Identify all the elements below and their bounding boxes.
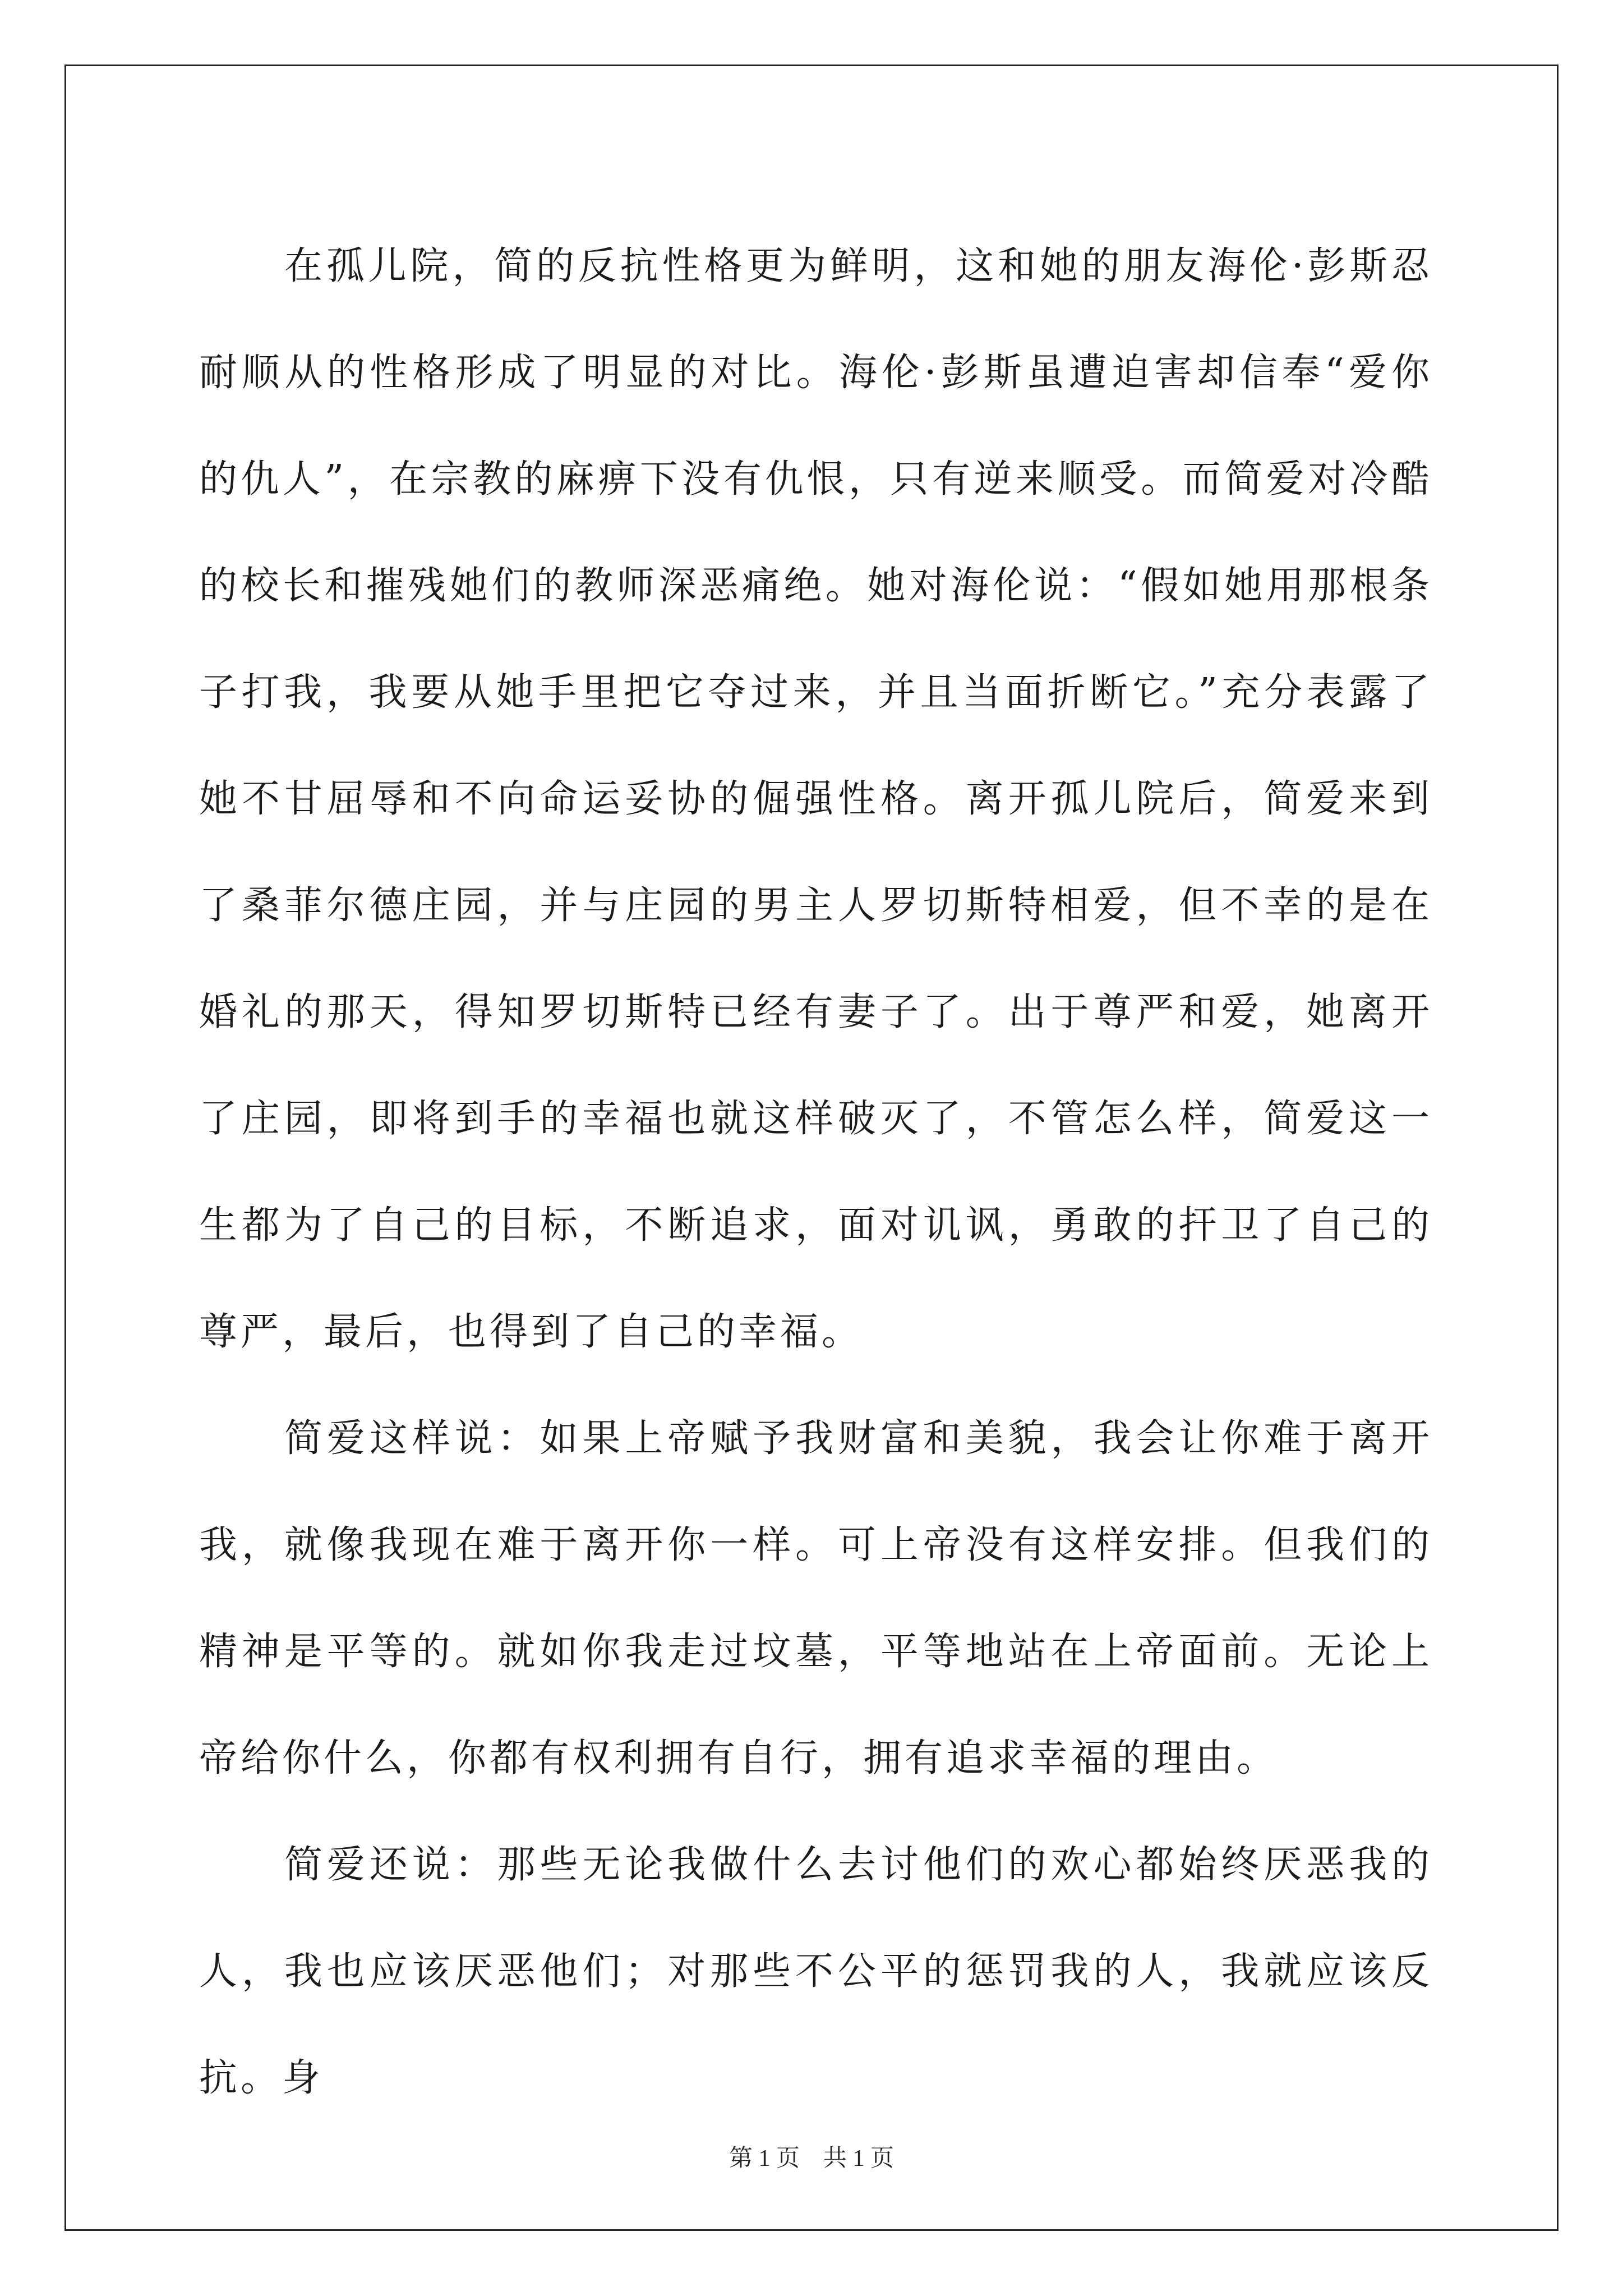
paragraph-jane-also-said: 简爱还说：那些无论我做什么去讨他们的欢心都始终厌恶我的人，我也应该厌恶他们；对那些不公平的惩罚我的人，我就应该反抗。身 (199, 1843, 1433, 2100)
paragraph-jane-speech: 简爱这样说：如果上帝赋予我财富和美貌，我会让你难于离开我，就像我现在难于离开你一样。可上帝没有这样安排。但我们的精神是平等的。就如你我走过坟墓，平等地站在上帝面前。无论上帝给你什么，你都有权利拥有自行，拥有追求幸福的理由。 (199, 1416, 1433, 1780)
page-footer: 第 1 页 共 1 页 (728, 2146, 894, 2171)
document-body (199, 213, 1433, 2132)
paragraph-orphanage: 在孤儿院，简的反抗性格更为鲜明，这和她的朋友海伦·彭斯忍耐顺从的性格形成了明显的对比。海伦·彭斯虽遭迫害却信奉“爱你的仇人”，在宗教的麻痹下没有仇恨，只有逆来顺受。而简爱对冷酷的校长和摧残她们的教师深恶痛绝。她对海伦说：“假如她用那根条子打我，我要从她手里把它夺过来，并且当面折断它。”充分表露了她不甘屈辱和不向命运妥协的倔强性格。离开孤儿院后，简爱来到了桑菲尔德庄园，并与庄园的男主人罗切斯特相爱，但不幸的是在婚礼的那天，得知罗切斯特已经有妻子了。出于尊严和爱，她离开了庄园，即将到手的幸福也就这样破灭了，不管怎么样，简爱这一生都为了自己的目标，不断追求，面对讥讽，勇敢的扞卫了自己的尊严，最后，也得到了自己的幸福。 (199, 244, 1433, 1354)
